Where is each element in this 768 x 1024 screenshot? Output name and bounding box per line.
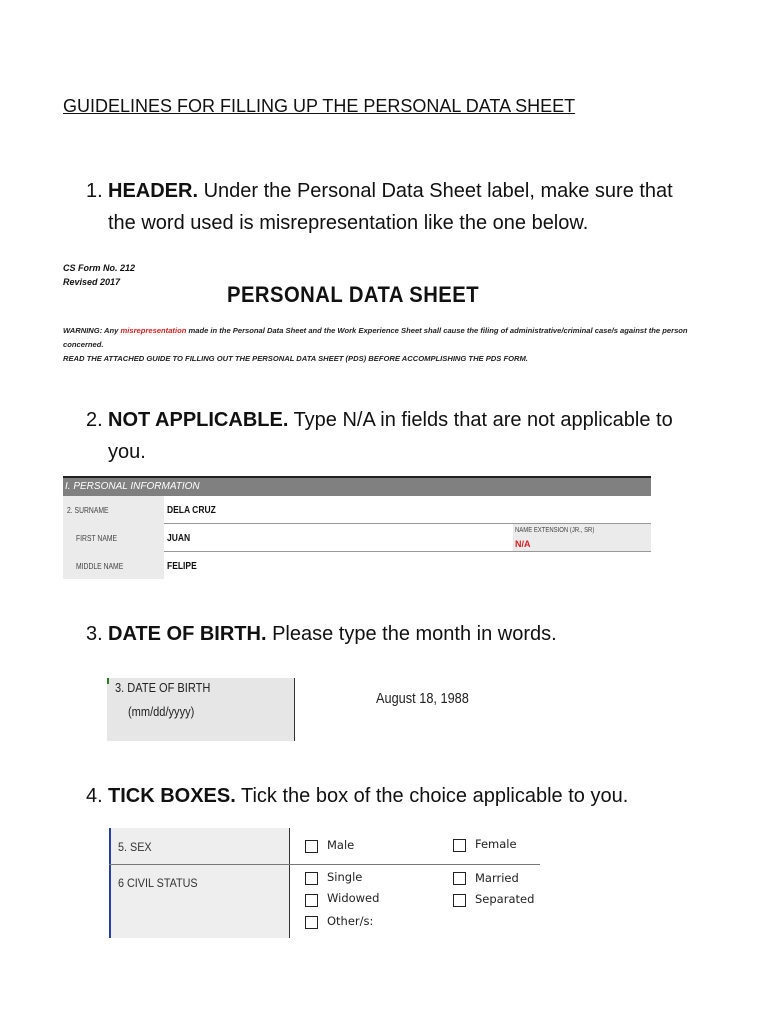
column-divider xyxy=(289,828,290,938)
item-heading: NOT APPLICABLE. xyxy=(108,409,289,431)
warning-prefix: WARNING: Any xyxy=(63,326,121,335)
dob-label-cell xyxy=(107,678,295,741)
form-revised: Revised 2017 xyxy=(63,277,121,287)
first-name-value: JUAN xyxy=(167,533,191,544)
middle-name-label: MIDDLE NAME xyxy=(76,562,124,571)
item-heading: TICK BOXES. xyxy=(108,785,236,807)
dob-value: August 18, 1988 xyxy=(376,690,469,707)
first-name-label: FIRST NAME xyxy=(76,534,118,543)
item-text-line2: the word used is misrepresentation like the one below. xyxy=(108,212,589,234)
guideline-item-not-applicable xyxy=(86,404,706,468)
item-text-line2: you. xyxy=(108,441,146,463)
middle-name-value: FELIPE xyxy=(167,561,197,572)
male-checkbox[interactable] xyxy=(305,840,318,853)
warning-highlight: misrepresentation xyxy=(120,326,187,335)
single-option-label: Single xyxy=(327,870,363,884)
item-number: 3. xyxy=(86,623,103,645)
item-number: 1. xyxy=(86,180,103,202)
warning-suffix: made in the Personal Data Sheet and the Work Experience Sheet shall cause the filing of administrative/criminal case/s against the person xyxy=(186,326,688,335)
sex-label: 5. SEX xyxy=(118,840,152,854)
item-text: Type N/A in fields that are not applicable to xyxy=(288,409,673,431)
guideline-item-date-of-birth xyxy=(86,618,706,650)
married-checkbox[interactable] xyxy=(453,872,466,885)
row-divider xyxy=(164,523,651,524)
tick-boxes-sample xyxy=(109,828,540,938)
item-heading: DATE OF BIRTH. xyxy=(108,623,267,645)
item-text: Tick the box of the choice applicable to you. xyxy=(235,785,629,807)
civil-status-label: 6 CIVIL STATUS xyxy=(118,876,198,890)
others-option-label: Other/s: xyxy=(327,914,374,928)
item-heading: HEADER. xyxy=(108,180,199,202)
item-number: 2. xyxy=(86,409,103,431)
single-checkbox[interactable] xyxy=(305,872,318,885)
guideline-item-header xyxy=(86,175,706,239)
separated-option-label: Separated xyxy=(475,892,535,906)
item-number: 4. xyxy=(86,785,103,807)
form-number: CS Form No. 212 xyxy=(63,263,136,273)
name-extension-value: N/A xyxy=(515,539,531,549)
item-text: Under the Personal Data Sheet label, make sure that xyxy=(198,180,673,202)
row-divider xyxy=(164,551,651,552)
married-option-label: Married xyxy=(475,871,519,885)
male-option-label: Male xyxy=(327,838,355,852)
section-bar: I. PERSONAL INFORMATION xyxy=(63,476,651,496)
item-text: Please type the month in words. xyxy=(266,623,557,645)
warning-text xyxy=(63,323,688,338)
cell-marker xyxy=(107,678,109,684)
others-checkbox[interactable] xyxy=(305,916,318,929)
guideline-item-tick-boxes xyxy=(86,780,706,812)
widowed-checkbox[interactable] xyxy=(305,894,318,907)
female-option-label: Female xyxy=(475,837,517,851)
warning-line2: concerned. xyxy=(63,340,104,349)
widowed-option-label: Widowed xyxy=(327,891,380,905)
row-divider xyxy=(109,864,540,865)
pds-title: PERSONAL DATA SHEET xyxy=(227,282,480,307)
female-checkbox[interactable] xyxy=(453,839,466,852)
surname-label: 2. SURNAME xyxy=(67,506,109,515)
dob-label: 3. DATE OF BIRTH xyxy=(115,680,211,695)
surname-value: DELA CRUZ xyxy=(167,505,216,516)
guide-notice: READ THE ATTACHED GUIDE TO FILLING OUT THE PERSONAL DATA SHEET (PDS) BEFORE ACCOMPLISHING THE PDS FORM. xyxy=(63,354,528,363)
dob-format: (mm/dd/yyyy) xyxy=(128,704,195,719)
personal-info-sample xyxy=(63,476,651,579)
separated-checkbox[interactable] xyxy=(453,894,466,907)
page-title: GUIDELINES FOR FILLING UP THE PERSONAL DATA SHEET xyxy=(63,96,576,116)
header-sample xyxy=(63,262,688,368)
name-extension-label: NAME EXTENSION (JR., SR) xyxy=(515,527,595,534)
